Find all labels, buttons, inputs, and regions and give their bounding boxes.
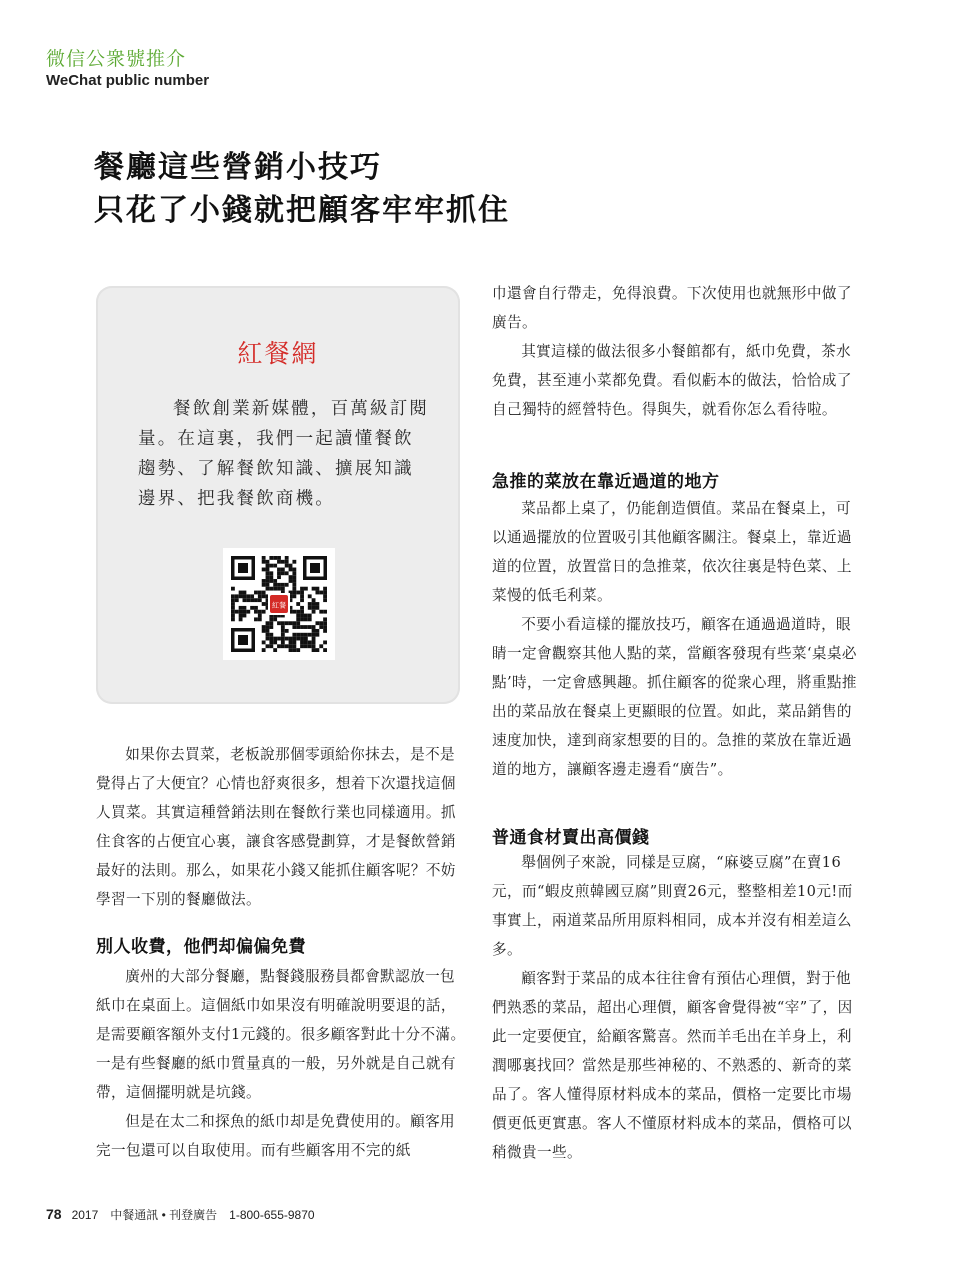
section-heading-placement: 急推的菜放在靠近過道的地方 [492,472,720,492]
footer-publication: 中餐通訊 • 刊登廣告 [110,1208,218,1222]
paragraph-placement: 菜品都上桌了，仍能創造價值。菜品在餐桌上，可以通過擺放的位置吸引其他顧客關注。餐桌上，靠近過道的位置，放置當日的急推菜，依次往裏是特色菜、上菜慢的低毛利菜。 [492,500,852,604]
promo-description-text: 餐飲創業新媒體，百萬級訂閱量。在這裏，我們一起讀懂餐飲趨勢、了解餐飲知識、擴展知識邊界、把我餐飲商機。 [138,399,430,509]
paragraph-free-strategy: 其實這樣的做法很多小餐館都有，紙巾免費，茶水免費，甚至連小菜都免費。看似虧本的做法，恰恰成了自己獨特的經營特色。得與失，就看你怎么看待啦。 [492,343,852,418]
qr-code[interactable] [223,548,335,660]
page-number: 78 [46,1206,62,1222]
paragraph-free-napkins: 但是在太二和探魚的紙巾却是免費使用的。顧客用完一包還可以自取使用。而有些顧客用不完的紙 [96,1113,456,1159]
section-heading-pricing: 普通食材賣出高價錢 [492,828,650,848]
page-footer [46,1206,315,1223]
section-heading-free: 別人收費，他們却偏偏免費 [96,937,306,957]
paragraph-tofu-example: 舉個例子來說，同樣是豆腐，“麻婆豆腐”在賣16元，而“蝦皮煎韓國豆腐”則賣26元，整整相差10元!而事實上，兩道菜品所用原料相同，成本并沒有相差這么多。 [492,854,853,958]
footer-year: 2017 [71,1208,99,1222]
qr-code-graphic [223,548,335,660]
promo-box [96,286,460,704]
footer-phone: 1-800-655-9870 [229,1208,315,1222]
article-title [94,146,510,232]
section-label-chinese: 微信公衆號推介 [46,48,187,70]
left-column-body [96,962,466,1165]
article-title-line-1: 餐廳這些營銷小技巧 [94,150,382,185]
article-title-line-2: 只花了小錢就把顧客牢牢抓住 [94,193,510,228]
section-label-english: WeChat public number [46,72,210,89]
right-column-heading-1 [492,468,862,497]
right-column-middle [492,494,862,784]
promo-description [138,394,430,514]
paragraph-price-psychology: 顧客對于菜品的成本往往會有預估心理價，對于他們熟悉的菜品，超出心理價，顧客會覺得被“宰”了，因此一定要便宜，給顧客驚喜。然而羊毛出在羊身上，利潤哪裏找回？當然是那些神秘的、不熟悉的、新奇的菜品了。客人懂得原材料成本的菜品，價格一定要比市場價更低更實惠。客人不懂原材料成本的菜品，價格可以稍微貴一些。 [492,970,853,1161]
promo-account-name: 紅餐網 [237,339,319,368]
paragraph-napkins: 廣州的大部分餐廳，點餐錢服務員都會默認放一包紙巾在桌面上。這個紙巾如果沒有明確說明要退的話，是需要顧客額外支付1元錢的。很多顧客對此十分不滿。一是有些餐廳的紙巾質量真的一般，另外就是自己就有帶，這個擺明就是坑錢。 [96,968,466,1101]
left-column-heading [96,933,466,962]
paragraph-continued: 巾還會自行帶走，免得浪費。下次使用也就無形中做了廣告。 [492,285,852,331]
qr-logo-text: 紅餐 [272,601,286,610]
intro-paragraph: 如果你去買菜，老板說那個零頭給你抹去，是不是覺得占了大便宜？心情也舒爽很多，想着下次還找這個人買菜。其實這種營銷法則在餐飲行業也同樣適用。抓住食客的占便宜心裏，讓食客感覺劃算，才是餐飲營銷最好的法則。那么，如果花小錢又能抓住顧客呢？不妨學習一下別的餐廳做法。 [96,746,456,908]
right-column-top [492,279,862,424]
paragraph-herd-mentality: 不要小看這樣的擺放技巧，顧客在通過過道時，眼睛一定會觀察其他人點的菜，當顧客發現有些菜‘桌桌必點’時，一定會感興趣。抓住顧客的從衆心理，將重點推出的菜品放在餐桌上更顯眼的位置。如此，菜品銷售的速度加快，達到商家想要的目的。急推的菜放在靠近過道的地方，讓顧客邊走邊看“廣告”。 [492,616,857,778]
left-column-intro [96,740,466,914]
right-column-bottom [492,848,862,1167]
